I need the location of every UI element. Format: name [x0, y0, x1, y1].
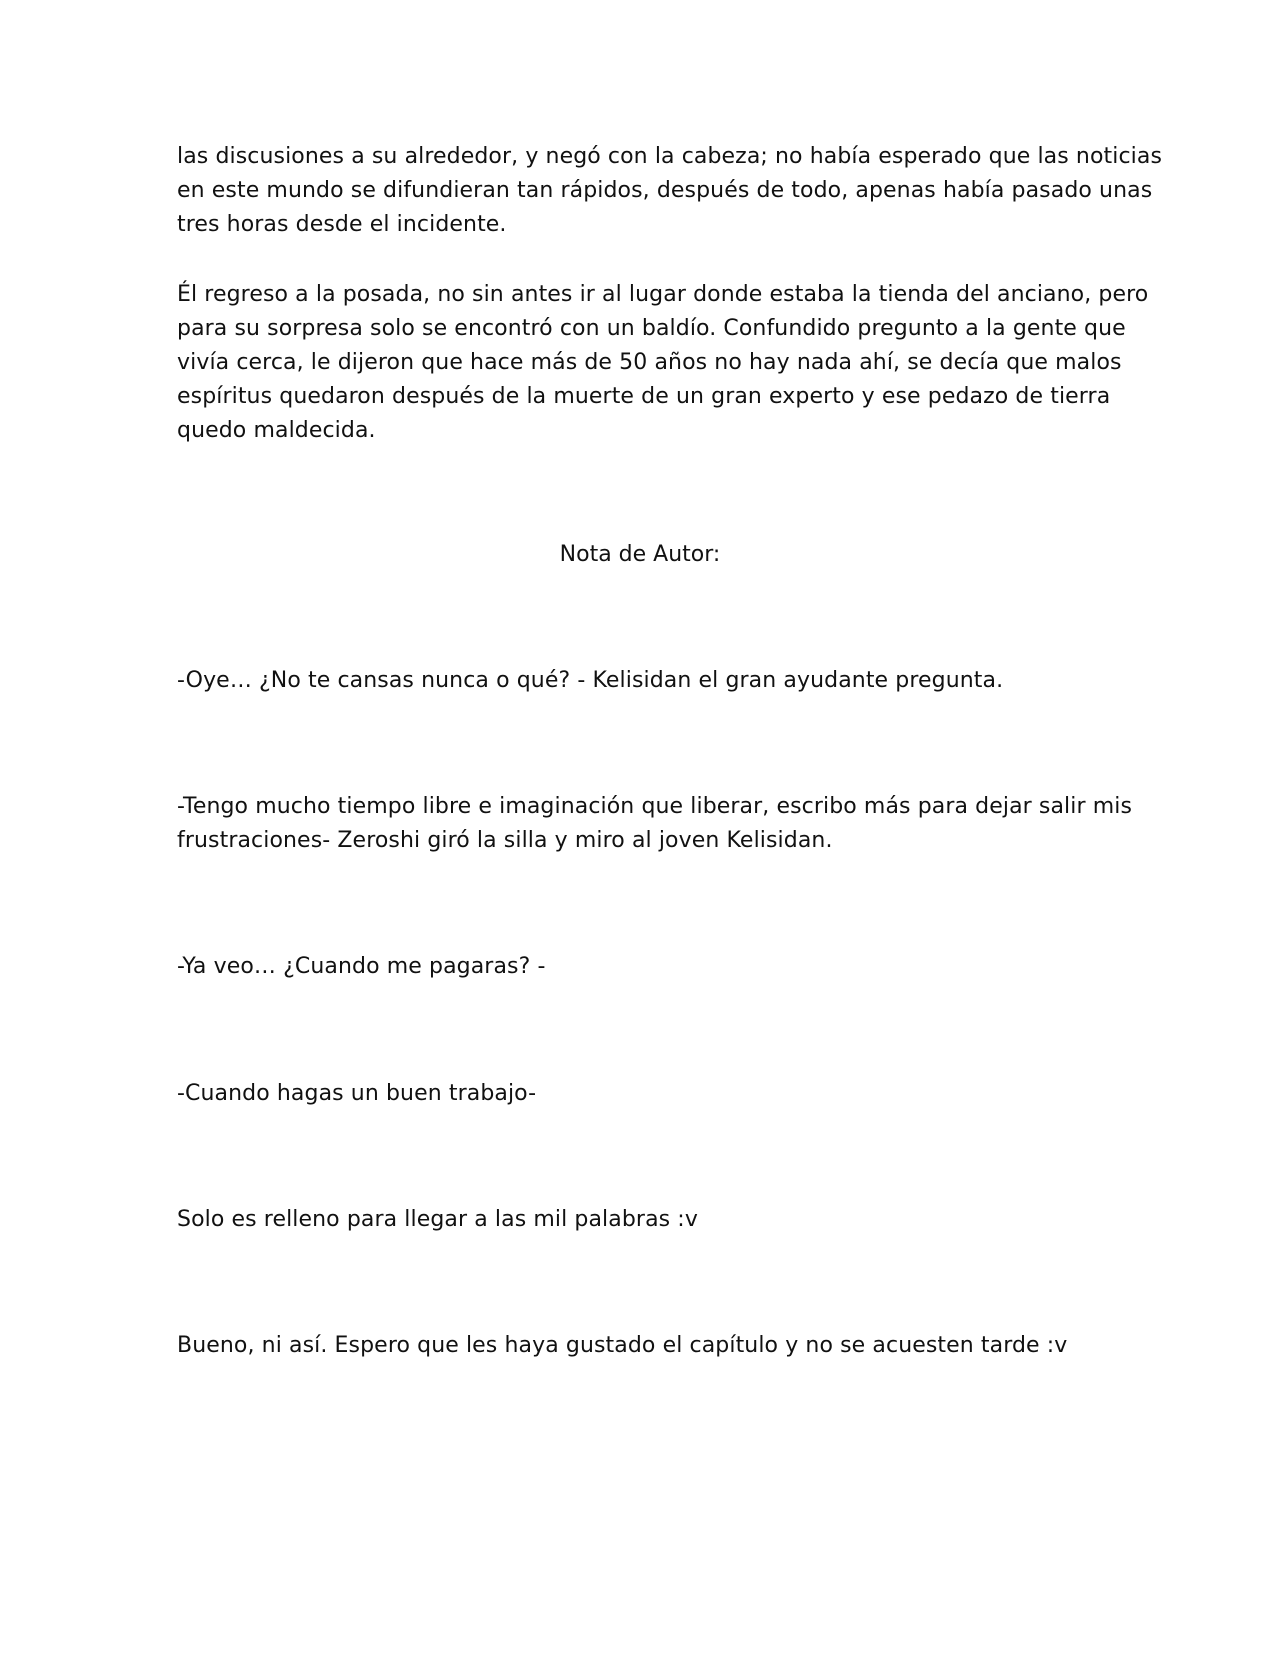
text-line: vivía cerca, le dijeron que hace más de 50 años no hay nada ahí, se decía que malos [177, 350, 1122, 375]
text-line: Bueno, ni así. Espero que les haya gustado el capítulo y no se acuesten tarde :v [177, 1333, 1068, 1358]
text-line: -Tengo mucho tiempo libre e imaginación que liberar, escribo más para dejar salir mis [177, 794, 1133, 819]
dialogue-line [177, 790, 1133, 858]
text-line: Solo es relleno para llegar a las mil palabras :v [177, 1207, 698, 1232]
dialogue-line [177, 664, 1107, 698]
text-line: -Oye… ¿No te cansas nunca o qué? - Kelisidan el gran ayudante pregunta. [177, 668, 1004, 693]
text-line: -Cuando hagas un buen trabajo- [177, 1081, 537, 1106]
text-line: frustraciones- Zeroshi giró la silla y miro al joven Kelisidan. [177, 828, 833, 853]
text-line: tres horas desde el incidente. [177, 212, 507, 237]
dialogue-line [177, 950, 1107, 984]
dialogue-line [177, 1077, 1107, 1111]
text-line: espíritus quedaron después de la muerte de un gran experto y ese pedazo de tierra [177, 384, 1111, 409]
text-line: quedo maldecida. [177, 418, 376, 443]
author-note-heading: Nota de Autor: [559, 542, 721, 567]
closing-line [177, 1203, 1107, 1237]
text-line: Él regreso a la posada, no sin antes ir al lugar donde estaba la tienda del anciano, pero [177, 282, 1149, 307]
text-line: para su sorpresa solo se encontró con un baldío. Confundido pregunto a la gente que [177, 316, 1126, 341]
text-line: -Ya veo… ¿Cuando me pagaras? - [177, 954, 546, 979]
text-line: en este mundo se difundieran tan rápidos, después de todo, apenas había pasado unas [177, 178, 1153, 203]
paragraph-return-to-inn [177, 278, 1149, 448]
text-line: las discusiones a su alrededor, y negó con la cabeza; no había esperado que las noticias [177, 144, 1163, 169]
paragraph-news-spread [177, 140, 1163, 242]
closing-line [177, 1329, 1107, 1363]
